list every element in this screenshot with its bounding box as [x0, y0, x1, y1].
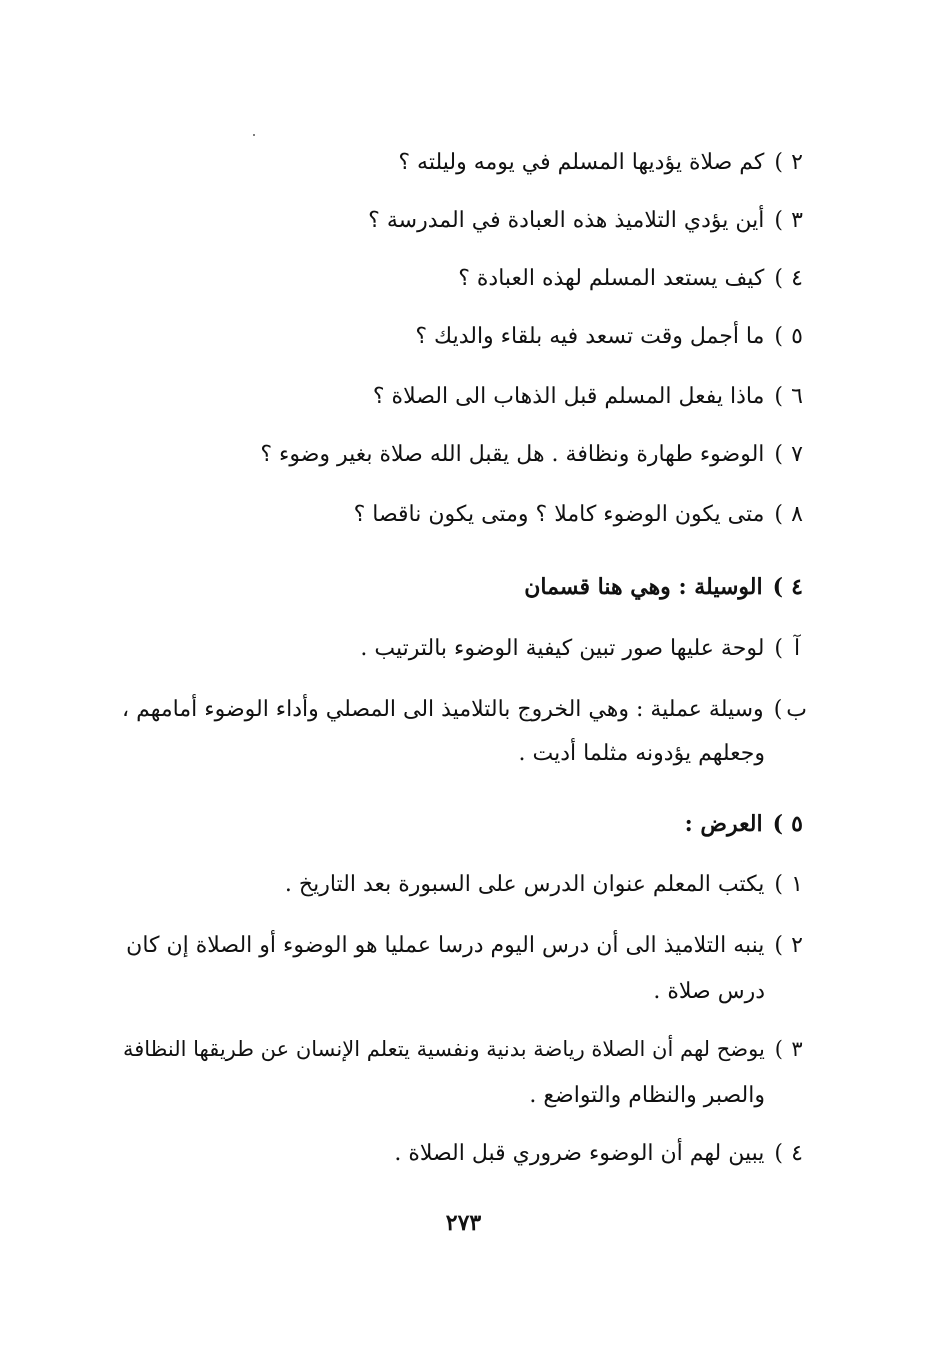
question-item: ٧)الوضوء طهارة ونظافة . هل يقبل الله صلاة بغير وضوء ؟: [260, 442, 807, 468]
list-item: ١)يكتب المعلم عنوان الدرس على السبورة بعد التاريخ .: [285, 872, 807, 898]
item-number: ٣: [791, 1037, 803, 1061]
question-text: أين يؤدي التلاميذ هذه العبادة في المدرسة ؟: [368, 208, 765, 233]
list-item: ب)وسيلة عملية : وهي الخروج بالتلاميذ الى المصلي وأداء الوضوء أمامهم ،: [121, 697, 807, 722]
list-item: ٢)ينبه التلاميذ الى أن درس اليوم درسا عمليا هو الوضوء أو الصلاة إن كان: [126, 933, 807, 959]
item-text: لوحة عليها صور تبين كيفية الوضوء بالترتيب .: [360, 636, 765, 661]
item-text: يكتب المعلم عنوان الدرس على السبورة بعد التاريخ .: [284, 872, 765, 897]
question-item: ٢)كم صلاة يؤديها المسلم في يومه وليلته ؟: [398, 150, 807, 176]
question-number: ٣: [791, 208, 803, 233]
item-text: والصبر والنظام والتواضع .: [529, 1083, 765, 1108]
section-heading: ٥)العرض :: [685, 811, 807, 837]
question-item: ٥)ما أجمل وقت تسعد فيه بلقاء والديك ؟: [415, 324, 807, 350]
question-text: متى يكون الوضوء كاملا ؟ ومتى يكون ناقصا ؟: [353, 502, 765, 527]
item-text: ينبه التلاميذ الى أن درس اليوم درسا عمليا هو الوضوء أو الصلاة إن كان: [126, 933, 765, 958]
item-number: ٤: [791, 1141, 803, 1166]
item-text: درس صلاة .: [653, 979, 765, 1004]
question-text: ما أجمل وقت تسعد فيه بلقاء والديك ؟: [415, 324, 765, 349]
question-text: الوضوء طهارة ونظافة . هل يقبل الله صلاة بغير وضوء ؟: [260, 442, 765, 467]
section-title: الوسيلة : وهي هنا قسمان: [524, 574, 763, 600]
item-letter: آ: [793, 636, 801, 661]
question-number: ٧: [791, 442, 803, 467]
list-item: ٣)يوضح لهم أن الصلاة رياضة بدنية ونفسية يتعلم الإنسان عن طريقها النظافة: [123, 1037, 807, 1062]
question-item: ٦)ماذا يفعل المسلم قبل الذهاب الى الصلاة ؟: [373, 384, 807, 410]
list-item-continuation: [519, 741, 765, 767]
question-number: ٥: [791, 324, 803, 349]
question-text: كم صلاة يؤديها المسلم في يومه وليلته ؟: [398, 150, 765, 175]
question-number: ٢: [791, 150, 803, 175]
page-number: ٢٧٣: [445, 1210, 482, 1236]
section-number: ٥: [791, 811, 803, 837]
scan-speck: [253, 134, 255, 136]
question-item: ٤)كيف يستعد المسلم لهذه العبادة ؟: [458, 266, 807, 292]
question-number: ٨: [791, 502, 803, 527]
item-number: ٢: [791, 933, 803, 958]
item-letter: ب: [786, 697, 807, 722]
list-item: آ)لوحة عليها صور تبين كيفية الوضوء بالترتيب .: [360, 636, 807, 662]
question-number: ٤: [791, 266, 803, 291]
question-item: ٣)أين يؤدي التلاميذ هذه العبادة في المدرسة ؟: [368, 208, 807, 234]
question-text: ماذا يفعل المسلم قبل الذهاب الى الصلاة ؟: [372, 384, 765, 409]
item-text: يوضح لهم أن الصلاة رياضة بدنية ونفسية يتعلم الإنسان عن طريقها النظافة: [122, 1037, 765, 1061]
list-item: ٤)يبين لهم أن الوضوء ضروري قبل الصلاة .: [394, 1141, 807, 1167]
question-number: ٦: [791, 384, 803, 409]
section-number: ٤: [791, 574, 803, 600]
list-item-continuation: [653, 979, 765, 1005]
question-item: ٨)متى يكون الوضوء كاملا ؟ ومتى يكون ناقصا ؟: [354, 502, 807, 528]
item-text: وجعلهم يؤدونه مثلما أديت .: [518, 741, 765, 766]
item-number: ١: [791, 872, 803, 897]
item-text: يبين لهم أن الوضوء ضروري قبل الصلاة .: [394, 1141, 765, 1166]
question-text: كيف يستعد المسلم لهذه العبادة ؟: [458, 266, 765, 291]
list-item-continuation: [529, 1083, 765, 1109]
item-text: وسيلة عملية : وهي الخروج بالتلاميذ الى المصلي وأداء الوضوء أمامهم ،: [121, 697, 764, 722]
section-title: العرض :: [684, 811, 763, 837]
section-heading: ٤)الوسيلة : وهي هنا قسمان: [524, 574, 807, 600]
